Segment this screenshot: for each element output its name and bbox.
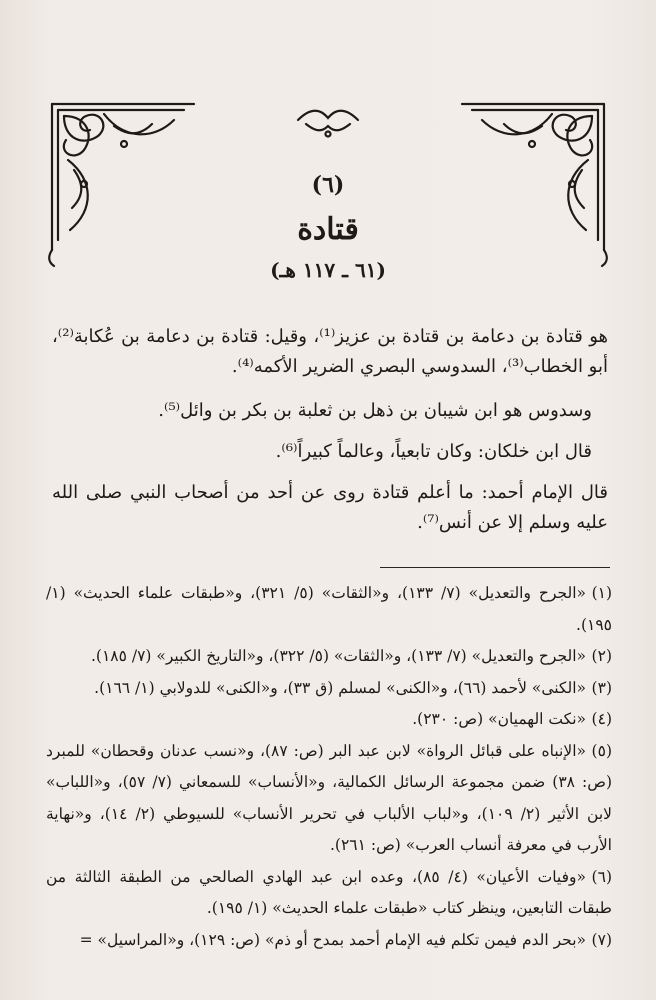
footnote	[46, 578, 612, 641]
footnote-text: «وفيات الأعيان» (٤/ ٨٥)، وعده ابن عبد الهادي الصالحي من الطبقة الثالثة من طبقات التابعين، وينظر كتاب «طبقات علماء الحديث» (١/ ١٩٥).	[46, 867, 612, 917]
footnote	[46, 704, 612, 736]
main-text	[52, 322, 608, 549]
footnote-number: (١)	[591, 584, 613, 602]
footnotes	[46, 578, 612, 956]
footnote	[46, 925, 612, 957]
footnote-text: «الإنباه على قبائل الرواة» لابن عبد البر (ص: ٨٧)، و«نسب عدنان وقحطان» للمبرد (ص: ٣٨) ضمن مجموعة الرسائل الكمالية، و«الأنساب» للسمعاني (٧/ ٥٧)، و«اللباب» لابن الأثير (٢/ ١٠٩)، و«لباب الألباب في تحرير الأنساب» للسيوطي (٢/ ١٤)، و«نهاية الأرب في معرفة أنساب العرب» (ص: ٢٦١).	[46, 741, 612, 854]
footnote-divider	[380, 567, 610, 568]
footnote-number: (٤)	[591, 710, 612, 728]
footnote-number: (٥)	[591, 741, 612, 760]
footnote-number: (٧)	[591, 930, 612, 949]
paragraph: وسدوس هو ابن شيبان بن ذهل بن ثعلبة بن بكر بن وائل⁽⁵⁾.	[158, 400, 592, 421]
footnote-number: (٦)	[591, 867, 612, 886]
footnote	[46, 673, 612, 705]
paragraph: قال الإمام أحمد: ما أعلم قتادة روى عن أحد من أصحاب النبي صلى الله عليه وسلم إلا عن أنس⁽⁷⁾.	[52, 482, 608, 533]
footnote-number: (٣)	[591, 678, 612, 697]
chapter-number: (٦)	[311, 172, 345, 198]
footnote-text: «الجرح والتعديل» (٧/ ١٣٣)، و«الثقات» (٥/ ٣٢٢)، و«التاريخ الكبير» (٧/ ١٨٥).	[90, 647, 586, 665]
paragraph: هو قتادة بن دعامة بن قتادة بن عزيز⁽¹⁾، وقيل: قتادة بن دعامة بن عُكابة⁽²⁾، أبو الخطاب⁽³⁾، السدوسي البصري الضرير الأكمه⁽⁴⁾.	[52, 326, 609, 377]
footnote	[46, 641, 612, 673]
footnote	[46, 862, 612, 925]
footnote	[46, 736, 612, 862]
footnote-text: «نكت الهميان» (ص: ٢٣٠).	[412, 710, 586, 728]
chapter-dates: (٦١ ـ ١١٧ هـ)	[270, 258, 386, 282]
footnote-text: «الجرح والتعديل» (٧/ ١٣٣)، و«الثقات» (٥/ ٣٢١)، و«طبقات علماء الحديث» (١/ ١٩٥).	[46, 584, 612, 634]
paragraph: قال ابن خلكان: وكان تابعياً، وعالماً كبيراً⁽⁶⁾.	[275, 441, 592, 462]
footnote-number: (٢)	[591, 647, 612, 665]
chapter-title: قتادة	[297, 212, 359, 247]
footnote-text: «بحر الدم فيمن تكلم فيه الإمام أحمد بمدح أو ذم» (ص: ١٢٩)، و«المراسيل» =	[79, 930, 586, 949]
footnote-text: «الكنى» لأحمد (٦٦)، و«الكنى» لمسلم (ق ٣٣)، و«الكنى» للدولابي (١/ ١٦٦).	[94, 678, 586, 697]
